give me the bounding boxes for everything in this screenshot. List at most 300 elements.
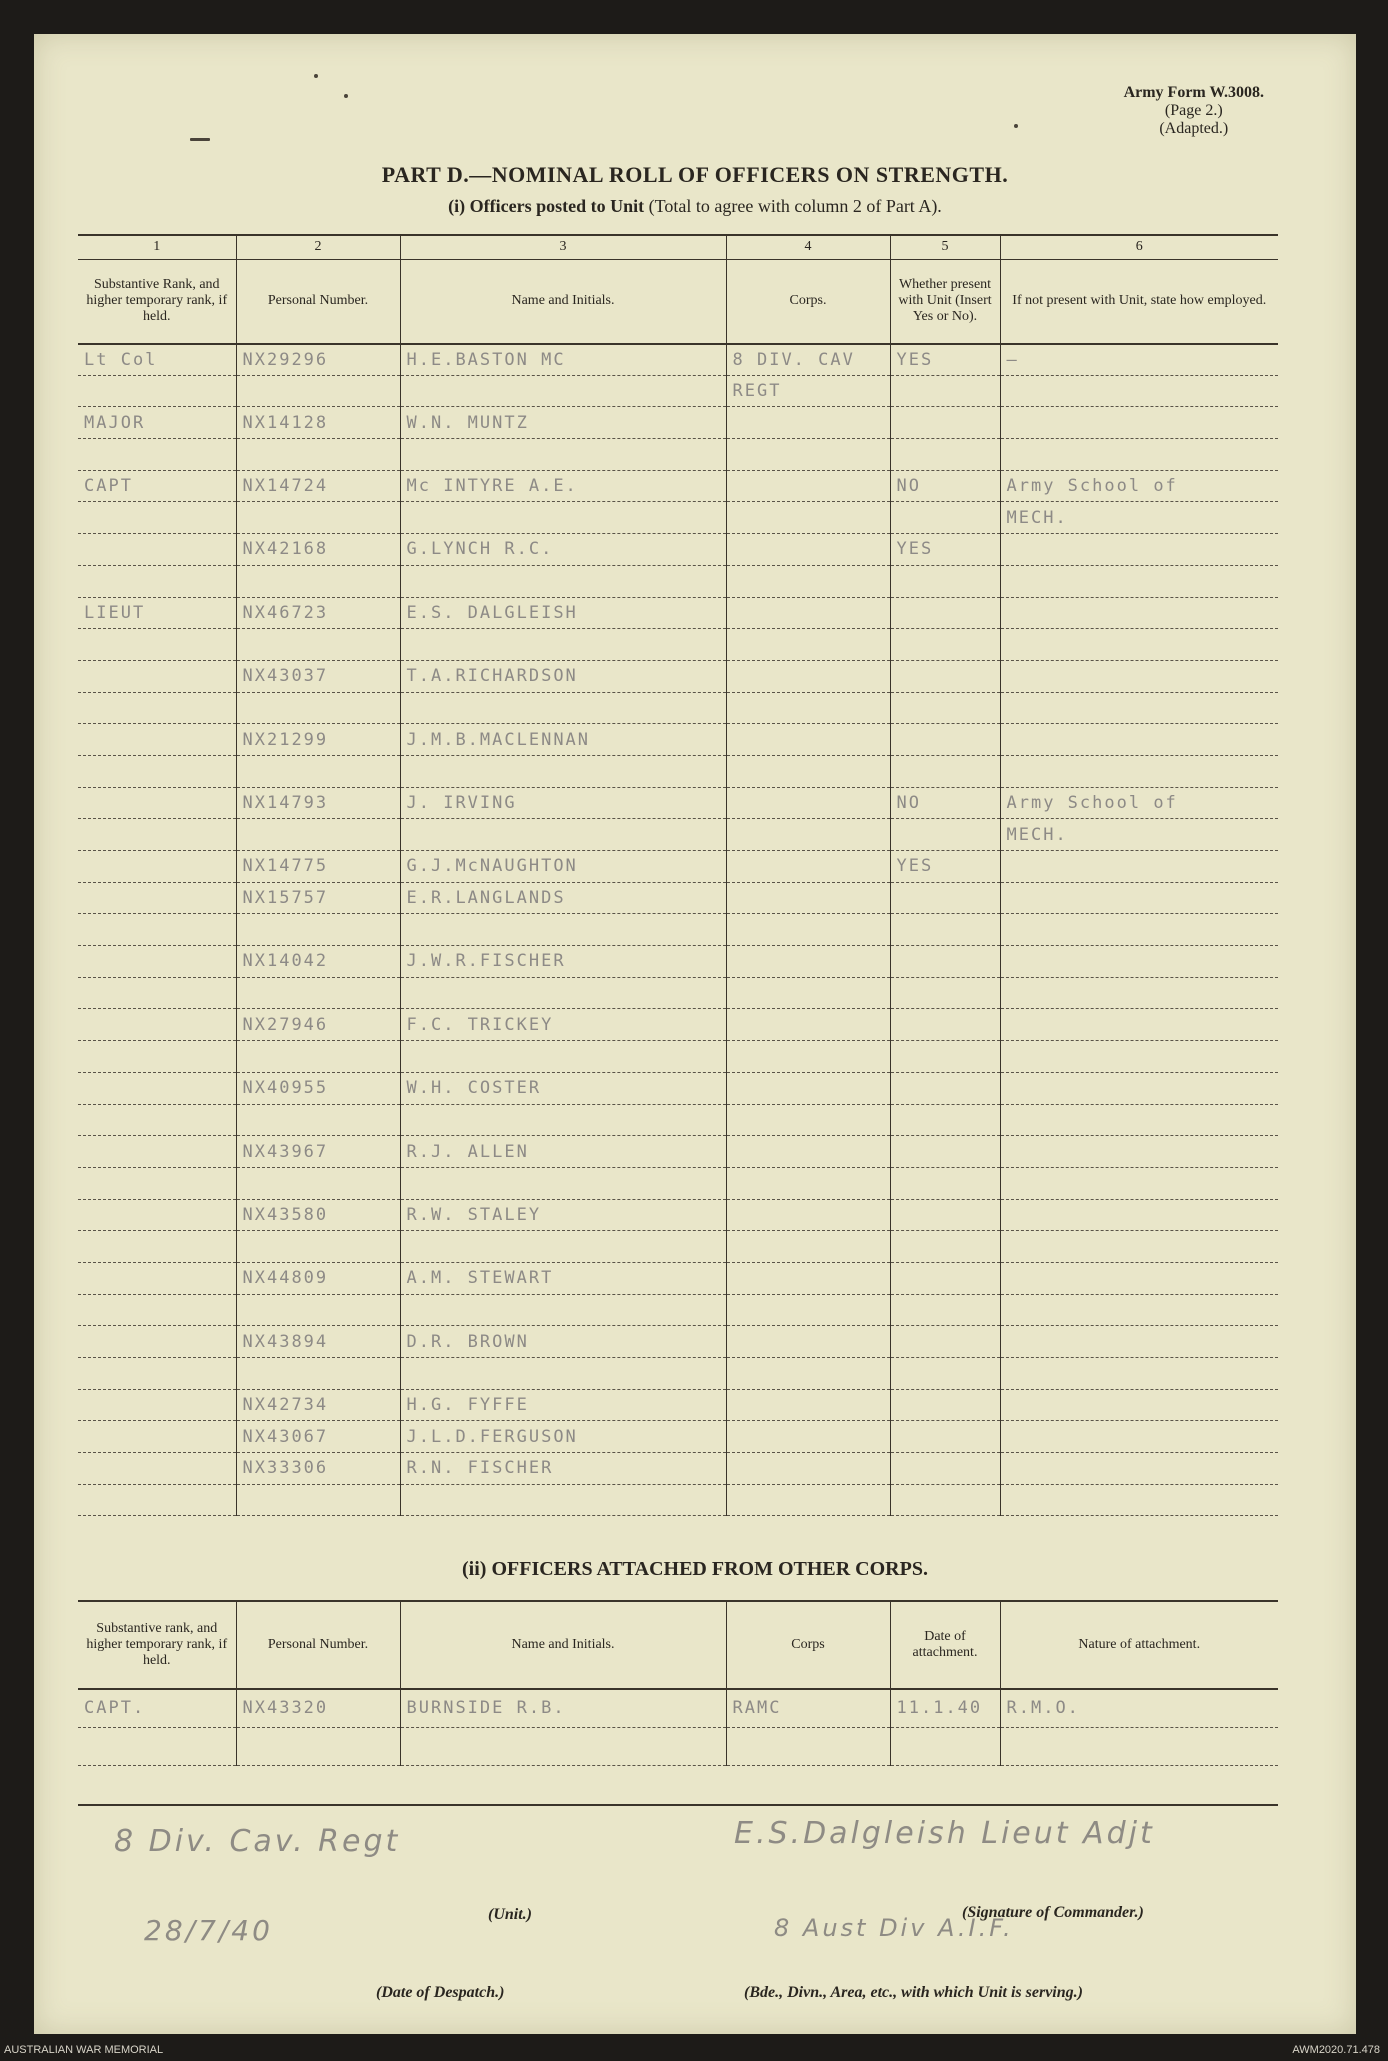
- table-cell: [890, 755, 1000, 787]
- table-cell: [78, 660, 236, 692]
- column-header: Date of attachment.: [890, 1601, 1000, 1689]
- column-header: Substantive rank, and higher temporary rank, if held.: [78, 1601, 236, 1689]
- table-cell: [400, 1167, 726, 1199]
- table-cell: [1000, 946, 1278, 978]
- table-cell: [400, 1484, 726, 1516]
- table-cell: [726, 1421, 890, 1453]
- table-cell: [726, 819, 890, 851]
- table-cell: J.L.D.FERGUSON: [400, 1421, 726, 1453]
- table-cell: MAJOR: [78, 407, 236, 439]
- table-cell: [400, 1231, 726, 1263]
- table-cell: [78, 629, 236, 661]
- table-cell: [1000, 692, 1278, 724]
- table-cell: [400, 977, 726, 1009]
- table-cell: [726, 1294, 890, 1326]
- section1-label: (i) Officers posted to Unit: [448, 196, 645, 216]
- table-cell: [78, 1453, 236, 1485]
- table-cell: Lt Col: [78, 344, 236, 376]
- table-row: [78, 1262, 1278, 1294]
- table-row: [78, 1421, 1278, 1453]
- table-cell: NX43894: [236, 1326, 400, 1358]
- table-cell: —: [1000, 344, 1278, 376]
- table-cell: [726, 724, 890, 756]
- table-cell: [1000, 1072, 1278, 1104]
- table-cell: NX14775: [236, 851, 400, 883]
- column-number: 5: [890, 235, 1000, 260]
- table-cell: RAMC: [726, 1689, 890, 1727]
- table-cell: [78, 1389, 236, 1421]
- column-header: Corps: [726, 1601, 890, 1689]
- table-cell: [890, 1041, 1000, 1073]
- table-row: [78, 1453, 1278, 1485]
- table-cell: [1000, 851, 1278, 883]
- column-header: Substantive Rank, and higher temporary rank, if held.: [78, 260, 236, 344]
- table-cell: R.M.O.: [1000, 1689, 1278, 1727]
- column-number: 6: [1000, 235, 1278, 260]
- officers-posted-table: [78, 235, 1278, 1516]
- table-cell: [890, 977, 1000, 1009]
- table-cell: NO: [890, 787, 1000, 819]
- table-row: [78, 882, 1278, 914]
- table-cell: [236, 1294, 400, 1326]
- table-cell: [726, 660, 890, 692]
- column-number: 4: [726, 235, 890, 260]
- table-cell: [890, 660, 1000, 692]
- table-cell: [726, 1072, 890, 1104]
- column-number-row: [78, 235, 1278, 260]
- table-cell: [78, 1104, 236, 1136]
- table-cell: J. IRVING: [400, 787, 726, 819]
- table-cell: [726, 407, 890, 439]
- table-row: [78, 1389, 1278, 1421]
- table-cell: [726, 502, 890, 534]
- table-cell: [78, 946, 236, 978]
- table-cell: NX15757: [236, 882, 400, 914]
- unit-caption: (Unit.): [488, 1906, 532, 1923]
- table-row: [78, 565, 1278, 597]
- table-cell: [236, 755, 400, 787]
- table-cell: [890, 1104, 1000, 1136]
- table-cell: [1000, 724, 1278, 756]
- table-cell: [890, 1231, 1000, 1263]
- column-header: Corps.: [726, 260, 890, 344]
- table-cell: [890, 1262, 1000, 1294]
- table-cell: [78, 502, 236, 534]
- table-cell: [1000, 1294, 1278, 1326]
- table-cell: NX14793: [236, 787, 400, 819]
- form-number: Army Form W.3008.: [1123, 84, 1264, 101]
- attached-header-row: [78, 1601, 1278, 1689]
- table-cell: CAPT: [78, 470, 236, 502]
- table-cell: R.W. STALEY: [400, 1199, 726, 1231]
- table-cell: [890, 1072, 1000, 1104]
- table-cell: [78, 375, 236, 407]
- table-cell: [78, 1262, 236, 1294]
- table-cell: REGT: [726, 375, 890, 407]
- table-cell: J.W.R.FISCHER: [400, 946, 726, 978]
- part-title: PART D.—NOMINAL ROLL OF OFFICERS ON STRENGTH.: [381, 162, 1009, 187]
- table-cell: NX33306: [236, 1453, 400, 1485]
- table-cell: [78, 1421, 236, 1453]
- table-cell: [236, 914, 400, 946]
- table-cell: W.H. COSTER: [400, 1072, 726, 1104]
- table-cell: [890, 1136, 1000, 1168]
- table-row: [78, 1294, 1278, 1326]
- table-cell: [890, 882, 1000, 914]
- table-cell: [890, 946, 1000, 978]
- table-cell: [236, 439, 400, 471]
- table-cell: [890, 1167, 1000, 1199]
- table-cell: NX21299: [236, 724, 400, 756]
- form-page: [34, 34, 1356, 2034]
- table-cell: [78, 914, 236, 946]
- table-row: [78, 534, 1278, 566]
- column-header: Whether present with Unit (Insert Yes or No).: [890, 260, 1000, 344]
- table-cell: YES: [890, 851, 1000, 883]
- table-cell: [726, 565, 890, 597]
- table-cell: MECH.: [1000, 819, 1278, 851]
- table-row: [78, 724, 1278, 756]
- table-cell: H.E.BASTON MC: [400, 344, 726, 376]
- form-page: (Page 2.): [1164, 102, 1223, 119]
- table-cell: [1000, 660, 1278, 692]
- table-cell: H.G. FYFFE: [400, 1389, 726, 1421]
- table-cell: [78, 565, 236, 597]
- table-cell: [400, 819, 726, 851]
- table-cell: [1000, 977, 1278, 1009]
- table-cell: [78, 1167, 236, 1199]
- table-cell: NX42734: [236, 1389, 400, 1421]
- table-cell: [1000, 439, 1278, 471]
- table-cell: A.M. STEWART: [400, 1262, 726, 1294]
- table-cell: [78, 787, 236, 819]
- table-cell: [236, 977, 400, 1009]
- table-cell: [726, 1199, 890, 1231]
- table-cell: [726, 692, 890, 724]
- formation-handwriting: 8 Aust Div A.I.F.: [774, 1914, 1014, 1942]
- table-cell: [726, 787, 890, 819]
- table-cell: [726, 946, 890, 978]
- table-cell: [890, 565, 1000, 597]
- table-cell: [890, 819, 1000, 851]
- column-header: Name and Initials.: [400, 1601, 726, 1689]
- table-cell: [1000, 1041, 1278, 1073]
- table-cell: NX43320: [236, 1689, 400, 1727]
- table-row: [78, 660, 1278, 692]
- table-cell: [1000, 1199, 1278, 1231]
- table-row: [78, 977, 1278, 1009]
- table-cell: NX14724: [236, 470, 400, 502]
- table-cell: [890, 1009, 1000, 1041]
- table-cell: [400, 914, 726, 946]
- table-cell: YES: [890, 534, 1000, 566]
- table-row: [78, 1167, 1278, 1199]
- table-cell: [400, 1104, 726, 1136]
- table-cell: 8 DIV. CAV: [726, 344, 890, 376]
- table-cell: [890, 407, 1000, 439]
- table-cell: [400, 1041, 726, 1073]
- table2-bottom-rule: [78, 1804, 1278, 1806]
- table-cell: [236, 502, 400, 534]
- table-cell: [726, 851, 890, 883]
- table-cell: [1000, 375, 1278, 407]
- table-row: [78, 1041, 1278, 1073]
- table-cell: [236, 1358, 400, 1390]
- column-number: 2: [236, 235, 400, 260]
- credit-left: AUSTRALIAN WAR MEMORIAL: [4, 2044, 164, 2056]
- table-cell: NX43067: [236, 1421, 400, 1453]
- table-cell: NX14042: [236, 946, 400, 978]
- table-cell: [1000, 1231, 1278, 1263]
- table-cell: [726, 439, 890, 471]
- officers-attached-table: [78, 1601, 1278, 1766]
- table-cell: [1000, 1136, 1278, 1168]
- table-cell: J.M.B.MACLENNAN: [400, 724, 726, 756]
- table-cell: [890, 1326, 1000, 1358]
- table-cell: [400, 755, 726, 787]
- table-cell: [726, 470, 890, 502]
- table-cell: [78, 1072, 236, 1104]
- section1-subtitle: [34, 196, 1356, 217]
- table-cell: [236, 375, 400, 407]
- table-cell: [726, 977, 890, 1009]
- column-header: If not present with Unit, state how employed.: [1000, 260, 1278, 344]
- table-cell: NX27946: [236, 1009, 400, 1041]
- table-cell: [236, 1484, 400, 1516]
- table-cell: [726, 882, 890, 914]
- table-row: [78, 1009, 1278, 1041]
- table-row: [78, 851, 1278, 883]
- table-cell: [726, 1167, 890, 1199]
- table-cell: W.N. MUNTZ: [400, 407, 726, 439]
- table-cell: [1000, 1167, 1278, 1199]
- table-cell: [1000, 1389, 1278, 1421]
- table-cell: [1000, 407, 1278, 439]
- table-cell: F.C. TRICKEY: [400, 1009, 726, 1041]
- table-row: [78, 1072, 1278, 1104]
- table-row: [78, 1689, 1278, 1727]
- table-cell: [726, 1231, 890, 1263]
- table-cell: [890, 1453, 1000, 1485]
- commander-signature: E.S.Dalgleish Lieut Adjt: [734, 1816, 1155, 1851]
- table-cell: [78, 977, 236, 1009]
- table-cell: [1000, 1262, 1278, 1294]
- table-cell: [236, 1167, 400, 1199]
- table-cell: NX42168: [236, 534, 400, 566]
- table-cell: [78, 851, 236, 883]
- table-row: [78, 755, 1278, 787]
- table-cell: [726, 1136, 890, 1168]
- table-cell: MECH.: [1000, 502, 1278, 534]
- table-row: [78, 1231, 1278, 1263]
- punch-mark: [344, 94, 348, 98]
- table-cell: [400, 1727, 726, 1765]
- table-row: [78, 819, 1278, 851]
- signature-caption: (Signature of Commander.): [962, 1904, 1144, 1921]
- table-cell: [400, 692, 726, 724]
- table-cell: [78, 1326, 236, 1358]
- table-row: [78, 787, 1278, 819]
- table-cell: [78, 1484, 236, 1516]
- table-cell: NX46723: [236, 597, 400, 629]
- table-cell: [890, 1389, 1000, 1421]
- table-cell: [400, 375, 726, 407]
- table-cell: [890, 724, 1000, 756]
- table-row: [78, 1358, 1278, 1390]
- column-header: Nature of attachment.: [1000, 1601, 1278, 1689]
- table-cell: [890, 1199, 1000, 1231]
- table-cell: [400, 1294, 726, 1326]
- table-cell: R.N. FISCHER: [400, 1453, 726, 1485]
- table-cell: [236, 1231, 400, 1263]
- table-cell: [890, 629, 1000, 661]
- table-cell: [890, 439, 1000, 471]
- table-row: [78, 502, 1278, 534]
- table-cell: [726, 1009, 890, 1041]
- credit-right: AWM2020.71.478: [1292, 2044, 1380, 2056]
- table-cell: [1000, 565, 1278, 597]
- table-cell: [78, 1136, 236, 1168]
- table-cell: Army School of: [1000, 470, 1278, 502]
- table-cell: [400, 1358, 726, 1390]
- table-cell: [1000, 1104, 1278, 1136]
- table-cell: [78, 1231, 236, 1263]
- table-cell: G.LYNCH R.C.: [400, 534, 726, 566]
- table-cell: [78, 1294, 236, 1326]
- table-cell: [400, 565, 726, 597]
- column-header-row: [78, 260, 1278, 344]
- table-cell: NX43967: [236, 1136, 400, 1168]
- table-cell: [890, 1484, 1000, 1516]
- table-cell: [236, 629, 400, 661]
- table-cell: [400, 629, 726, 661]
- table-cell: [726, 1326, 890, 1358]
- table-cell: [726, 1041, 890, 1073]
- table-cell: [78, 1009, 236, 1041]
- table-cell: LIEUT: [78, 597, 236, 629]
- table-cell: [78, 819, 236, 851]
- table-cell: [890, 1421, 1000, 1453]
- table-cell: [236, 565, 400, 597]
- table-cell: [890, 502, 1000, 534]
- table-row: [78, 629, 1278, 661]
- table-cell: E.S. DALGLEISH: [400, 597, 726, 629]
- table-cell: [236, 692, 400, 724]
- table-cell: NX40955: [236, 1072, 400, 1104]
- table-cell: [236, 819, 400, 851]
- table-cell: [78, 692, 236, 724]
- table-cell: BURNSIDE R.B.: [400, 1689, 726, 1727]
- table-row: [78, 946, 1278, 978]
- table-cell: [236, 1727, 400, 1765]
- table-cell: [890, 1358, 1000, 1390]
- table-row: [78, 914, 1278, 946]
- table-cell: [1000, 1484, 1278, 1516]
- table-cell: [78, 755, 236, 787]
- column-header: Name and Initials.: [400, 260, 726, 344]
- table-row: [78, 344, 1278, 376]
- officers-attached-body: [78, 1689, 1278, 1765]
- table-cell: [1000, 1358, 1278, 1390]
- officers-posted-body: [78, 344, 1278, 1516]
- table-cell: [78, 882, 236, 914]
- table-cell: [726, 1453, 890, 1485]
- form-adapted: (Adapted.): [1159, 120, 1229, 137]
- table-cell: NO: [890, 470, 1000, 502]
- table-cell: NX14128: [236, 407, 400, 439]
- table-cell: [890, 914, 1000, 946]
- table-cell: [1000, 1727, 1278, 1765]
- table-cell: [236, 1104, 400, 1136]
- table-cell: [236, 1041, 400, 1073]
- punch-mark: [314, 74, 318, 78]
- date-caption: (Date of Despatch.): [376, 1984, 505, 2001]
- table-row: [78, 470, 1278, 502]
- table-cell: [726, 1389, 890, 1421]
- column-header: Personal Number.: [236, 260, 400, 344]
- table-cell: CAPT.: [78, 1689, 236, 1727]
- table-cell: [726, 1358, 890, 1390]
- table-cell: YES: [890, 344, 1000, 376]
- table-cell: [1000, 914, 1278, 946]
- formation-caption: (Bde., Divn., Area, etc., with which Unit is serving.): [744, 1984, 1083, 2001]
- table-cell: E.R.LANGLANDS: [400, 882, 726, 914]
- table-cell: [726, 755, 890, 787]
- table-cell: [1000, 882, 1278, 914]
- table-cell: [726, 1262, 890, 1294]
- date-handwriting: 28/7/40: [144, 1914, 273, 1947]
- table-row: [78, 597, 1278, 629]
- table-row: [78, 439, 1278, 471]
- table-row: [78, 407, 1278, 439]
- table-cell: [78, 439, 236, 471]
- table-cell: [1000, 1326, 1278, 1358]
- table-cell: NX43580: [236, 1199, 400, 1231]
- table-cell: [726, 597, 890, 629]
- column-number: 1: [78, 235, 236, 260]
- table-cell: [78, 1358, 236, 1390]
- table-cell: 11.1.40: [890, 1689, 1000, 1727]
- table-cell: [726, 1104, 890, 1136]
- table-cell: Army School of: [1000, 787, 1278, 819]
- table-cell: [726, 1727, 890, 1765]
- table-row: [78, 1136, 1278, 1168]
- table-cell: [890, 375, 1000, 407]
- table-row: [78, 1199, 1278, 1231]
- table-cell: [890, 597, 1000, 629]
- table-cell: [1000, 629, 1278, 661]
- table-cell: [400, 439, 726, 471]
- table-cell: T.A.RICHARDSON: [400, 660, 726, 692]
- table-cell: [726, 914, 890, 946]
- punch-mark: [1014, 124, 1018, 128]
- table-cell: NX43037: [236, 660, 400, 692]
- table-row: [78, 692, 1278, 724]
- ink-mark: [190, 138, 210, 141]
- table-cell: [726, 534, 890, 566]
- table-cell: [78, 1041, 236, 1073]
- table-cell: [78, 1199, 236, 1231]
- table-row: [78, 1104, 1278, 1136]
- column-header: Personal Number.: [236, 1601, 400, 1689]
- column-number: 3: [400, 235, 726, 260]
- section1-note: (Total to agree with column 2 of Part A).: [644, 196, 942, 216]
- table-cell: [726, 629, 890, 661]
- table-cell: [1000, 755, 1278, 787]
- table-cell: R.J. ALLEN: [400, 1136, 726, 1168]
- table-cell: [1000, 534, 1278, 566]
- table-cell: D.R. BROWN: [400, 1326, 726, 1358]
